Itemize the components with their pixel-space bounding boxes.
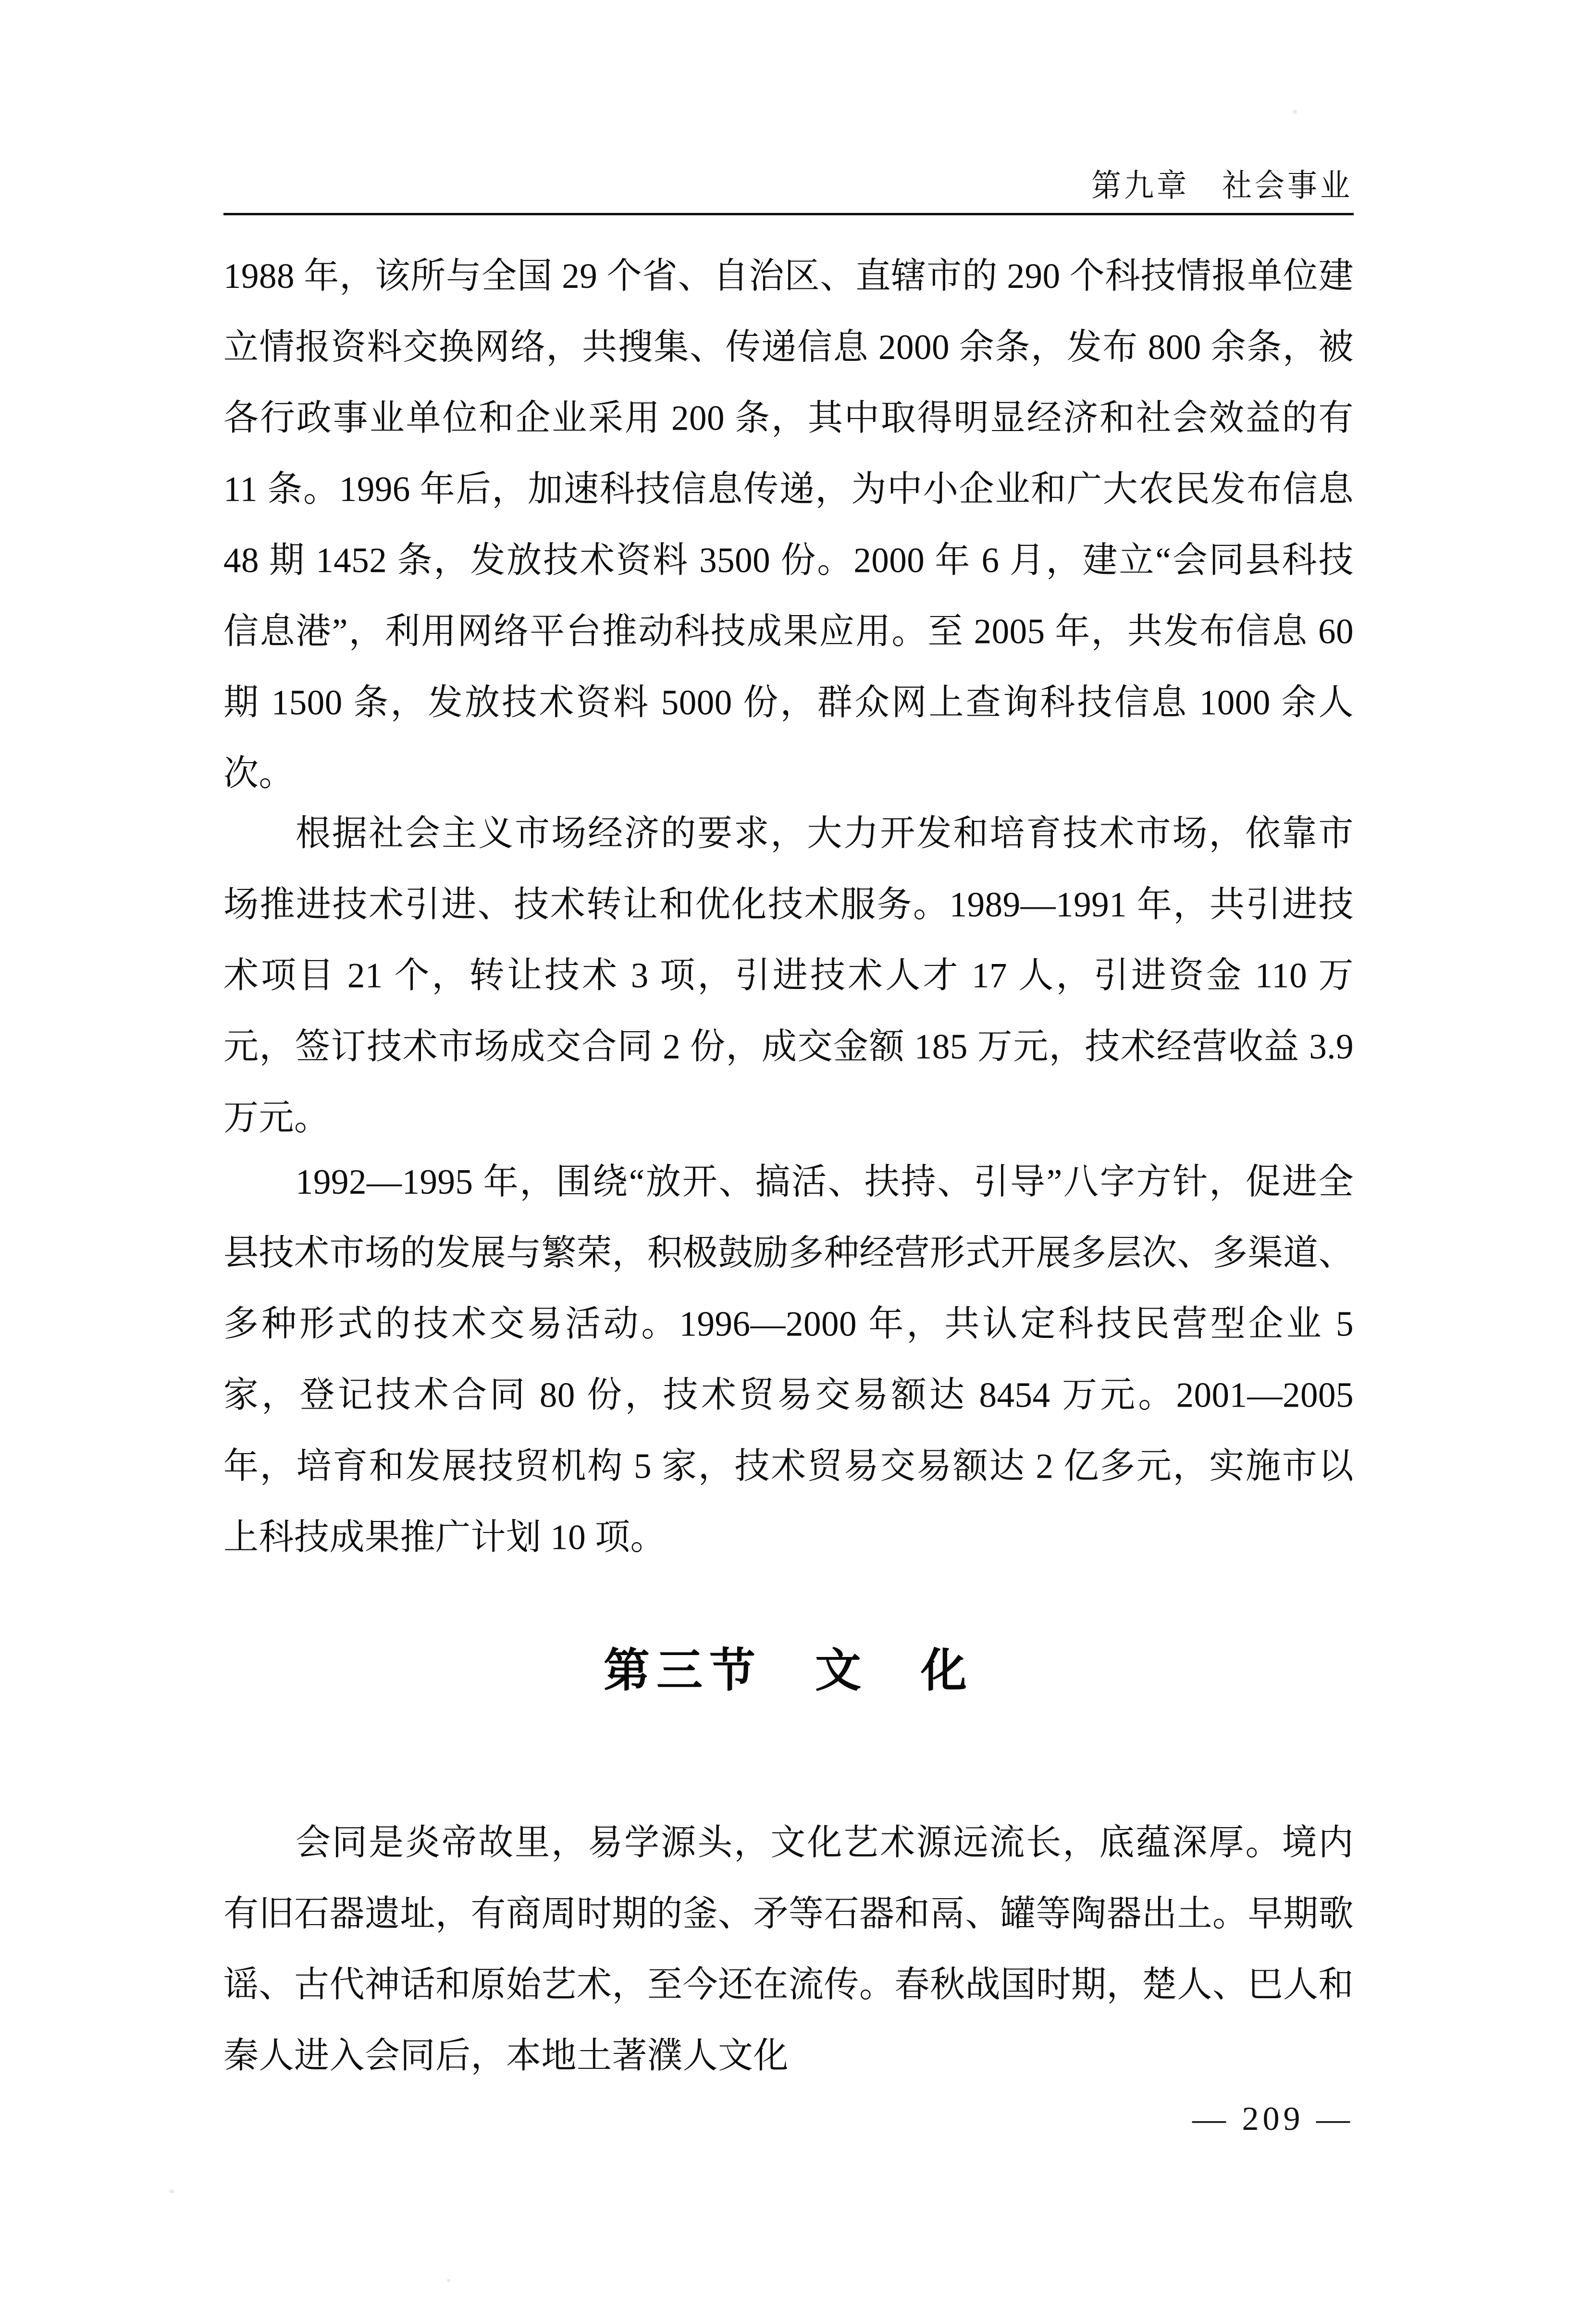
scan-speck (1293, 110, 1297, 114)
body-paragraph: 根据社会主义市场经济的要求，大力开发和培育技术市场，依靠市场推进技术引进、技术转让和优化技术服务。1989—1991 年，共引进技术项目 21 个，转让技术 3 项，引进技术人才 17 人，引进资金 110 万元，签订技术市场成交合同 2 份，成交金额 185 万元，技术经营收益 3.9 万元。 (223, 813, 1354, 1137)
running-head (223, 144, 1353, 202)
body-paragraph: 1992—1995 年，围绕“放开、搞活、扶持、引导”八字方针，促进全县技术市场的发展与繁荣，积极鼓励多种经营形式开展多层次、多渠道、多种形式的技术交易活动。1996—2000 年，共认定科技民营型企业 5 家，登记技术合同 80 份，技术贸易交易额达 8454 万元。2001—2005 年，培育和发展技贸机构 5 家，技术贸易交易额达 2 亿多元，实施市以上科技成果推广计划 10 项。 (223, 1162, 1354, 1557)
running-head-text: 第九章 社会事业 (1091, 169, 1353, 204)
page-number: — 209 — (1192, 2101, 1354, 2138)
body-paragraph: 会同是炎帝故里，易学源头，文化艺术源远流长，底蕴深厚。境内有旧石器遗址，有商周时期的釜、矛等石器和鬲、罐等陶器出土。早期歌谣、古代神话和原始艺术，至今还在流传。春秋战国时期，楚人、巴人和秦人进入会同后，本地土著濮人文化 (223, 1822, 1354, 2076)
scan-speck (169, 2189, 174, 2193)
scan-speck (447, 2279, 450, 2282)
body-text-block (223, 240, 1354, 1564)
section-heading: 第三节 文 化 (604, 1644, 974, 1697)
header-rule (223, 213, 1354, 215)
tail-text-block (223, 1807, 1354, 2086)
body-paragraph: 1988 年，该所与全国 29 个省、自治区、直辖市的 290 个科技情报单位建立情报资料交换网络，共搜集、传递信息 2000 余条，发布 800 余条，被各行政事业单位和企业采用 200 条，其中取得明显经济和社会效益的有 11 条。1996 年后，加速科技信息传递，为中小企业和广大农民发布信息 48 期 1452 条，发放技术资料 3500 份。2000 年 6 月，建立“会同县科技信息港”，利用网络平台推动科技成果应用。至 2005 年，共发布信息 60 期 1500 条，发放技术资料 5000 份，群众网上查询科技信息 1000 余人次。 (223, 256, 1354, 793)
